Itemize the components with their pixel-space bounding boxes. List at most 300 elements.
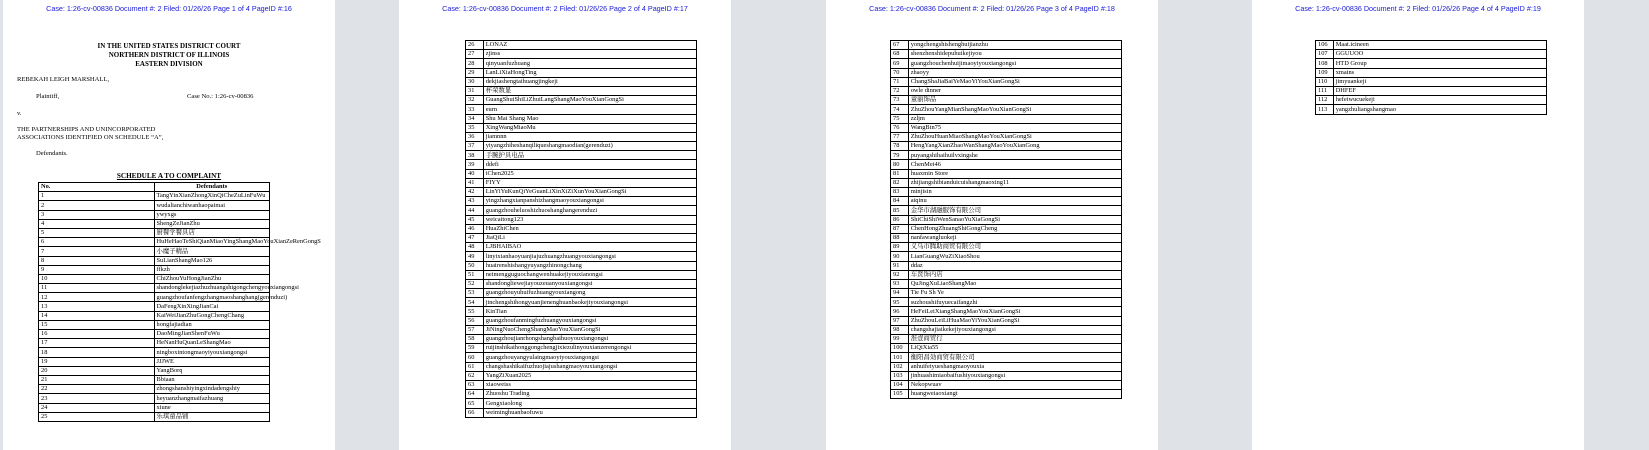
- defendant-name: JiaQiLi: [483, 233, 696, 242]
- row-number: 105: [891, 390, 909, 399]
- table-row: [891, 380, 1122, 389]
- row-number: 85: [891, 206, 909, 215]
- defendant-name: hefeiwucuekeji: [1333, 96, 1546, 105]
- row-number: 66: [466, 408, 484, 417]
- table-row: [39, 357, 270, 366]
- row-number: 32: [466, 96, 484, 105]
- row-number: 71: [891, 77, 909, 86]
- table-row: [1316, 59, 1547, 68]
- table-row: [39, 339, 270, 348]
- defendant-name: aiqinu: [908, 197, 1121, 206]
- defendant-name: DHFEF: [1333, 86, 1546, 95]
- row-number: 68: [891, 50, 909, 59]
- defendant-name: heyuanzhangmaifazhuang: [154, 394, 270, 403]
- row-number: 62: [466, 371, 484, 380]
- row-number: 14: [39, 311, 155, 320]
- col-no-header: No.: [39, 183, 155, 192]
- row-number: 34: [466, 114, 484, 123]
- table-row: [466, 243, 697, 252]
- row-number: 78: [891, 142, 909, 151]
- table-row: [466, 96, 697, 105]
- table-row: [891, 188, 1122, 197]
- defendant-name: jiamnnn: [483, 132, 696, 141]
- row-number: 11: [39, 284, 155, 293]
- defendant-name: guangzhouyuhuifuzhuangyouxiangong: [483, 289, 696, 298]
- row-number: 30: [466, 77, 484, 86]
- table-row: [891, 169, 1122, 178]
- row-number: 6: [39, 238, 155, 247]
- defendant-name: jinhuashimiaobaifushiyouxiangongsi: [908, 371, 1121, 380]
- row-number: 59: [466, 344, 484, 353]
- defendant-name: linyixianhaoyuanjiajuzhuangzhuangyouxiangongsi: [483, 252, 696, 261]
- defendant-name: TangYinXianZhongXinQiCheZuLinFuWu: [154, 192, 270, 201]
- table-row: [891, 160, 1122, 169]
- defendant-name: 乐琪童品铺: [154, 412, 270, 421]
- defendant-name: Nekopwuav: [908, 380, 1121, 389]
- row-number: 13: [39, 302, 155, 311]
- table-row: [466, 390, 697, 399]
- defendant-name: HeFeiLeiXiangShangMaoYouXianGongSi: [908, 307, 1121, 316]
- row-number: 8: [39, 256, 155, 265]
- table-row: [466, 307, 697, 316]
- row-number: 43: [466, 197, 484, 206]
- document-page-2: [399, 0, 731, 450]
- row-number: 44: [466, 206, 484, 215]
- defendant-name: ZhuZhouLeiLiHuaMaoYiYouXianGongSi: [908, 316, 1121, 325]
- defendant-name: wudalianchiwanhaopaimai: [154, 201, 270, 210]
- table-row: [39, 366, 270, 375]
- defendant-name: weiminghuanbaofuwu: [483, 408, 696, 417]
- table-row: [466, 188, 697, 197]
- table-row: [891, 197, 1122, 206]
- defendant-name: weicaitong123: [483, 215, 696, 224]
- page-header: Case: 1:26-cv-00836 Document #: 2 Filed: 01/26/26 Page 2 of 4 PageID #:17: [442, 4, 688, 13]
- row-number: 94: [891, 289, 909, 298]
- defendant-name: 淮壹商贸行: [908, 335, 1121, 344]
- row-number: 80: [891, 160, 909, 169]
- table-row: [466, 105, 697, 114]
- row-number: 61: [466, 362, 484, 371]
- defendant-name: guangzhoufanfengzhangmaoshanghang(gerenduzi): [154, 293, 270, 302]
- defendant-name: ZhuZhouYangMianShangMaoYouXianGongSi: [908, 105, 1121, 114]
- row-number: 79: [891, 151, 909, 160]
- table-row: [466, 371, 697, 380]
- table-row: [891, 362, 1122, 371]
- col-defendants-header: Defendants: [154, 183, 270, 192]
- defendant-name: 杯荣数显: [483, 86, 696, 95]
- table-row: [39, 311, 270, 320]
- table-row: [39, 412, 270, 421]
- defendant-name: dekjiashengtaihuangjingkeji: [483, 77, 696, 86]
- row-number: 26: [466, 41, 484, 50]
- row-number: 95: [891, 298, 909, 307]
- defendant-name: ddefi: [483, 160, 696, 169]
- defendant-name: QuJingXuLiaoShangMao: [908, 279, 1121, 288]
- table-row: [891, 114, 1122, 123]
- defendant-name: HengYangXianZhaoWanShangMaoYouXianGong: [908, 142, 1121, 151]
- table-row: [466, 289, 697, 298]
- defendant-name: jimyuankeji: [1333, 77, 1546, 86]
- defendant-name: KaiWeiJianZhuGongChengChang: [154, 311, 270, 320]
- defendant-name: minjisin: [908, 188, 1121, 197]
- defendant-name: YangBorq: [154, 366, 270, 375]
- table-row: [891, 307, 1122, 316]
- plaintiff-name: REBEKAH LEIGH MARSHALL,: [17, 76, 110, 83]
- table-row: [39, 228, 270, 237]
- table-row: [39, 265, 270, 274]
- table-row: [891, 270, 1122, 279]
- defendant-name: Maat.icineen: [1333, 41, 1546, 50]
- defendant-name: GuangShuiShiLiZhuiLangShangMaoYouXianGongSi: [483, 96, 696, 105]
- row-number: 53: [466, 289, 484, 298]
- row-number: 70: [891, 68, 909, 77]
- defendant-name: 手腕护具电品: [483, 151, 696, 160]
- table-row: [891, 316, 1122, 325]
- row-number: 58: [466, 335, 484, 344]
- row-number: 92: [891, 270, 909, 279]
- defendant-name: LONAZ: [483, 41, 696, 50]
- defendant-name: yingzhangxianpanshizhangmaoyouxiangongsi: [483, 197, 696, 206]
- defendant-name: guangzhouheluoshizhuoshanghangerenduzi: [483, 206, 696, 215]
- table-row: [39, 210, 270, 219]
- defendant-name: JiNingNuoChengShangMaoYouXianGongSi: [483, 325, 696, 334]
- row-number: 35: [466, 123, 484, 132]
- table-row: [466, 169, 697, 178]
- table-row: [891, 142, 1122, 151]
- table-row: [1316, 77, 1547, 86]
- table-row: [39, 375, 270, 384]
- schedule-title: SCHEDULE A TO COMPLAINT: [116, 172, 222, 180]
- document-page-1: [3, 0, 335, 450]
- row-number: 17: [39, 339, 155, 348]
- row-number: 22: [39, 385, 155, 394]
- table-row: [39, 293, 270, 302]
- defendant-name: 小魔子精品: [154, 247, 270, 256]
- table-row: [1316, 96, 1547, 105]
- defendant-name: ShiChiShiWenSanaoYuXiaGongSi: [908, 215, 1121, 224]
- row-number: 102: [891, 362, 909, 371]
- defendant-name: yangzhuliangshangmao: [1333, 105, 1546, 114]
- row-number: 20: [39, 366, 155, 375]
- defendant-name: 童丽饰品: [908, 96, 1121, 105]
- table-row: [466, 279, 697, 288]
- defendant-name: KinTian: [483, 307, 696, 316]
- defendant-name: JJJWE: [154, 357, 270, 366]
- table-row: [891, 224, 1122, 233]
- table-row: [466, 344, 697, 353]
- table-row: [466, 298, 697, 307]
- defendant-name: GGUUOO: [1333, 50, 1546, 59]
- table-body: [466, 41, 697, 418]
- table-row: [39, 247, 270, 256]
- table-row: [1316, 68, 1547, 77]
- table-row: [466, 325, 697, 334]
- table-row: [891, 371, 1122, 380]
- table-row: [891, 59, 1122, 68]
- row-number: 113: [1316, 105, 1334, 114]
- defendant-name: LiQiXia55: [908, 344, 1121, 353]
- table-row: [39, 201, 270, 210]
- defendant-name: 厨餐学餐具店: [154, 228, 270, 237]
- table-row: [891, 96, 1122, 105]
- row-number: 31: [466, 86, 484, 95]
- table-row: [891, 206, 1122, 215]
- table-row: [891, 243, 1122, 252]
- table-row: [466, 77, 697, 86]
- table-row: [39, 320, 270, 329]
- court-caption: [3, 42, 335, 69]
- defendant-name: XingWangMiaoMu: [483, 123, 696, 132]
- row-number: 21: [39, 375, 155, 384]
- defendant-name: changshajiaikekejiyouxiangongsi: [908, 325, 1121, 334]
- table-row: [891, 215, 1122, 224]
- page-header: Case: 1:26-cv-00836 Document #: 2 Filed: 01/26/26 Page 1 of 4 PageID #:16: [46, 4, 292, 13]
- defendant-name: Bbiaan: [154, 375, 270, 384]
- row-number: 97: [891, 316, 909, 325]
- row-number: 86: [891, 215, 909, 224]
- defendant-name: Gengxiaolong: [483, 399, 696, 408]
- table-row: [466, 160, 697, 169]
- defendant-name: puyangshihaihuilvxingshe: [908, 151, 1121, 160]
- defendant-name: eurn: [483, 105, 696, 114]
- row-number: 46: [466, 224, 484, 233]
- defendants-line-1: THE PARTNERSHIPS AND UNINCORPORATED: [17, 126, 156, 133]
- row-number: 28: [466, 59, 484, 68]
- table-row: [39, 192, 270, 201]
- row-number: 36: [466, 132, 484, 141]
- table-row: [39, 330, 270, 339]
- row-number: 41: [466, 178, 484, 187]
- row-number: 74: [891, 105, 909, 114]
- defendant-name: neimengguguochangwenhuakejiyouxianongsi: [483, 270, 696, 279]
- table-row: [466, 362, 697, 371]
- row-number: 73: [891, 96, 909, 105]
- row-number: 15: [39, 320, 155, 329]
- court-name: IN THE UNITED STATES DISTRICT COURT: [97, 42, 241, 50]
- defendant-name: guangzhoujianrhongshangbaihuoyouxiangongsi: [483, 335, 696, 344]
- row-number: 100: [891, 344, 909, 353]
- row-number: 112: [1316, 96, 1334, 105]
- defendants-table-page-1: [38, 182, 321, 422]
- table-row: [891, 41, 1122, 50]
- table-row: [466, 68, 697, 77]
- row-number: 37: [466, 142, 484, 151]
- row-number: 101: [891, 353, 909, 362]
- defendant-name: 车贤饰内店: [908, 270, 1121, 279]
- defendant-name: HuaZhiChen: [483, 224, 696, 233]
- defendant-name: guangzhouyangyulaingmaoyiyouxiangongsi: [483, 353, 696, 362]
- defendant-name: LJBHAIBAO: [483, 243, 696, 252]
- defendant-name: ZhuZhouHuanMiaoShangMaoYouXianGongSi: [908, 132, 1121, 141]
- defendant-name: shandongliewejiayouzeuanyouxiangongsi: [483, 279, 696, 288]
- defendant-name: DaoMingJianShenFuWu: [154, 330, 270, 339]
- defendant-name: LianGuangWuZiXiaoShou: [908, 252, 1121, 261]
- page-header: Case: 1:26-cv-00836 Document #: 2 Filed: 01/26/26 Page 3 of 4 PageID #:18: [869, 4, 1115, 13]
- table-row: [891, 344, 1122, 353]
- table-row: [466, 86, 697, 95]
- row-number: 57: [466, 325, 484, 334]
- table-row: [891, 68, 1122, 77]
- defendant-name: Tie Fu Sh Ye: [908, 289, 1121, 298]
- defendant-name: qinyuanfuzhuang: [483, 59, 696, 68]
- row-number: 29: [466, 68, 484, 77]
- defendant-name: zhongshanshiyingxindadengshiy: [154, 385, 270, 394]
- table-row: [39, 348, 270, 357]
- row-number: 47: [466, 233, 484, 242]
- table-row: [466, 335, 697, 344]
- row-number: 3: [39, 210, 155, 219]
- row-number: 72: [891, 86, 909, 95]
- defendants-table-page-2: [465, 40, 697, 418]
- table-row: [891, 298, 1122, 307]
- row-number: 89: [891, 243, 909, 252]
- row-number: 52: [466, 279, 484, 288]
- table-row: [891, 151, 1122, 160]
- table-row: [891, 77, 1122, 86]
- row-number: 10: [39, 274, 155, 283]
- row-number: 77: [891, 132, 909, 141]
- defendant-name: zzljm: [908, 114, 1121, 123]
- row-number: 87: [891, 224, 909, 233]
- row-number: 5: [39, 228, 155, 237]
- table-row: [1316, 41, 1547, 50]
- row-number: 38: [466, 151, 484, 160]
- table-row: [466, 233, 697, 242]
- row-number: 104: [891, 380, 909, 389]
- table-row: [891, 252, 1122, 261]
- table-body: [39, 192, 321, 422]
- row-number: 55: [466, 307, 484, 316]
- row-number: 106: [1316, 41, 1334, 50]
- defendant-name: ffkzh: [154, 265, 270, 274]
- defendant-name: anhuifeiyueshangmaoyouxia: [908, 362, 1121, 371]
- document-page-4: [1252, 0, 1584, 450]
- defendant-name: Shu Mai Shang Mao: [483, 114, 696, 123]
- defendant-name: iChen2025: [483, 169, 696, 178]
- table-row: [466, 151, 697, 160]
- row-number: 51: [466, 270, 484, 279]
- defendant-name: huaxmin Store: [908, 169, 1121, 178]
- defendant-name: DaFengXinXingJianCai: [154, 302, 270, 311]
- row-number: 18: [39, 348, 155, 357]
- row-number: 88: [891, 233, 909, 242]
- table-row: [466, 408, 697, 417]
- defendant-name: ddaz: [908, 261, 1121, 270]
- versus: v.: [17, 110, 22, 117]
- row-number: 81: [891, 169, 909, 178]
- row-number: 63: [466, 380, 484, 389]
- table-row: [891, 50, 1122, 59]
- defendant-name: yongchengshishenghuijianzhu: [908, 41, 1121, 50]
- defendant-name: xmains: [1333, 68, 1546, 77]
- page-header: Case: 1:26-cv-00836 Document #: 2 Filed: 01/26/26 Page 4 of 4 PageID #:19: [1295, 4, 1541, 13]
- defendant-name: huangweiaoxiangt: [908, 390, 1121, 399]
- case-number: Case No.: 1:26-cv-00836: [187, 93, 254, 100]
- table-row: [466, 132, 697, 141]
- defendant-name: guangzhoufanmingfuzhuangyouxiangongsi: [483, 316, 696, 325]
- defendant-name: nanfawangluokeji: [908, 233, 1121, 242]
- row-number: 1: [39, 192, 155, 201]
- row-number: 93: [891, 279, 909, 288]
- table-row: [466, 380, 697, 389]
- defendant-name: yiyangzhiheshanqiliqueshangmaodian(gerenduzi): [483, 142, 696, 151]
- row-number: 19: [39, 357, 155, 366]
- defendant-name: ChiZhouYuHongJianZhu: [154, 274, 270, 283]
- row-number: 83: [891, 188, 909, 197]
- row-number: 4: [39, 219, 155, 228]
- table-row: [891, 261, 1122, 270]
- row-number: 109: [1316, 68, 1334, 77]
- defendant-name: ChangShaJiaBaiYeMaoYiYouXianGongSi: [908, 77, 1121, 86]
- defendant-name: xiune: [154, 403, 270, 412]
- table-row: [39, 403, 270, 412]
- table-row: [39, 238, 270, 247]
- row-number: 48: [466, 243, 484, 252]
- defendant-name: shenzhenshidepuhuikejiyou: [908, 50, 1121, 59]
- table-row: [39, 284, 270, 293]
- defendant-name: Zhuoshu Trading: [483, 390, 696, 399]
- row-number: 64: [466, 390, 484, 399]
- row-number: 39: [466, 160, 484, 169]
- table-row: [891, 105, 1122, 114]
- table-row: [891, 86, 1122, 95]
- table-row: [39, 274, 270, 283]
- row-number: 23: [39, 394, 155, 403]
- row-number: 90: [891, 252, 909, 261]
- defendant-name: changshashikaifuzhuojiajushangmaoyouxiangongsi: [483, 362, 696, 371]
- defendant-name: 金华市湖融服饰有限公司: [908, 206, 1121, 215]
- row-number: 56: [466, 316, 484, 325]
- table-row: [466, 353, 697, 362]
- table-row: [891, 178, 1122, 187]
- defendant-name: zhijiangshibianduicuishangmaoxing11: [908, 178, 1121, 187]
- defendant-name: ywyxgs: [154, 210, 270, 219]
- defendant-name: ningboxintongmaoyiyouxiangongsi: [154, 348, 270, 357]
- table-row: [466, 252, 697, 261]
- defendant-name: YangZiXuan2025: [483, 371, 696, 380]
- table-row: [891, 353, 1122, 362]
- table-row: [39, 385, 270, 394]
- row-number: 25: [39, 412, 155, 421]
- row-number: 108: [1316, 59, 1334, 68]
- defendant-name: 衡阳昌効商贸有限公司: [908, 353, 1121, 362]
- defendants-label: Defendants.: [36, 150, 68, 157]
- table-row: [891, 279, 1122, 288]
- defendant-name: ruijinshikaihonggongchengjixiezulinyouxianzerengongsi: [483, 344, 696, 353]
- defendant-name: suzhoushifuyuecaifangzhi: [908, 298, 1121, 307]
- table-row: [1316, 86, 1547, 95]
- table-row: [39, 394, 270, 403]
- table-row: [466, 142, 697, 151]
- table-body: [1316, 41, 1547, 115]
- row-number: 2: [39, 201, 155, 210]
- defendant-name: zhaoyy: [908, 68, 1121, 77]
- defendant-name: ShengZeJianZhu: [154, 219, 270, 228]
- row-number: 110: [1316, 77, 1334, 86]
- table-row: [466, 41, 697, 50]
- row-number: 107: [1316, 50, 1334, 59]
- row-number: 99: [891, 335, 909, 344]
- document-page-3: [826, 0, 1158, 450]
- defendant-name: jinchengshihongyuanjienenghuanbaokejiyouxiangongsi: [483, 298, 696, 307]
- defendant-name: LinYiYuKunQiYeGuanLiXinXiZiXunYouXianGongSi: [483, 188, 696, 197]
- table-row: [891, 325, 1122, 334]
- defendant-name: HTD Group: [1333, 59, 1546, 68]
- row-number: 49: [466, 252, 484, 261]
- table-row: [39, 256, 270, 265]
- division-name: EASTERN DIVISION: [135, 60, 203, 68]
- table-row: [466, 224, 697, 233]
